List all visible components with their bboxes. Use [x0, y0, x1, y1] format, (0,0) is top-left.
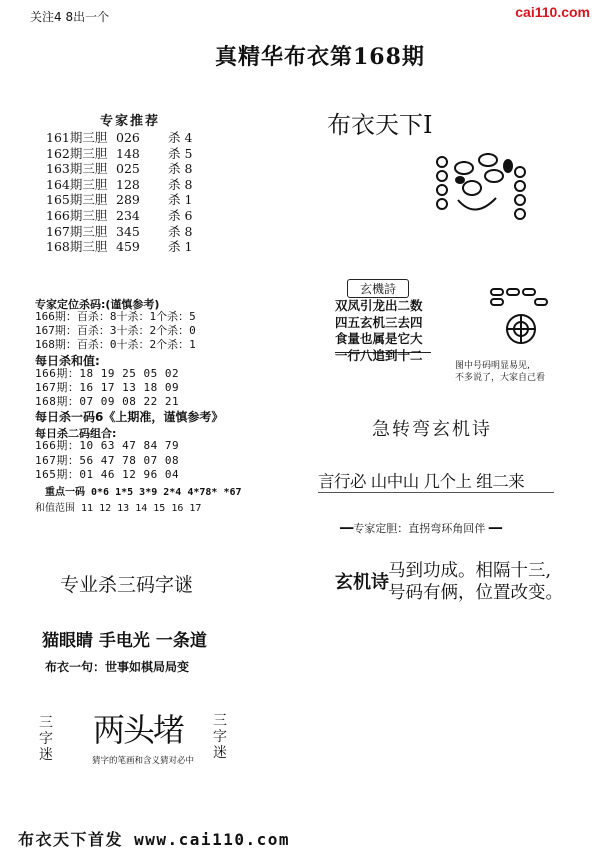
- poem-title: 玄機詩: [347, 279, 409, 298]
- poem-line: 四五玄机三去四: [335, 314, 423, 330]
- poem-lines: [335, 298, 423, 364]
- figure-note: [455, 360, 545, 384]
- recommend-row: [46, 146, 208, 162]
- recommend-kill: 杀 8: [168, 161, 193, 177]
- recommend-row: [46, 224, 208, 240]
- recommend-row: [46, 208, 208, 224]
- saying-line: 布衣一句：世事如棋局局变: [45, 660, 190, 674]
- daily-sum-row: 166期：18 19 25 05 02: [35, 367, 180, 380]
- kill3-riddle: 猫眼睛 手电光 一条道: [42, 631, 207, 651]
- xuanji-line: 马到功成。相隔十三,: [388, 561, 552, 581]
- recommend-nums: 148: [116, 145, 140, 161]
- riddle-label-right: 三字迷: [213, 713, 227, 761]
- daily-one-code: 每日杀一码6《上期准，谨慎参考》: [35, 410, 224, 424]
- riddle-big: 两头堵: [93, 711, 184, 749]
- recommend-kill: 杀 1: [168, 192, 193, 208]
- recommend-row: [46, 161, 208, 177]
- recommend-period: 164期三胆: [46, 176, 108, 192]
- recommend-kill: 杀 8: [168, 223, 193, 239]
- recommend-list: [46, 130, 208, 255]
- turn-poem-title: 急转弯玄机诗: [372, 419, 492, 440]
- recommend-kill: 杀 6: [168, 207, 193, 223]
- recommend-row: [46, 192, 208, 208]
- xuanji-lines: [388, 560, 563, 604]
- recommend-period: 162期三胆: [46, 145, 108, 161]
- recommend-kill: 杀 1: [168, 239, 193, 255]
- recommend-nums: 025: [116, 161, 140, 177]
- expert-pick: ━━专家定胆：直拐弯环角回伴 ━━: [340, 522, 502, 535]
- positional-title: 专家定位杀码:(谨慎参考): [35, 298, 160, 311]
- recommend-kill: 杀 8: [168, 176, 193, 192]
- recommend-period: 167期三胆: [46, 223, 108, 239]
- recommend-kill: 杀 4: [168, 130, 193, 145]
- positional-row: 168期：百杀：0十杀：2个杀：1: [35, 338, 196, 351]
- daily-two-row: 166期：10 63 47 84 79: [35, 439, 180, 452]
- recommend-row: [46, 177, 208, 193]
- daily-sum-title: 每日杀和值:: [35, 354, 100, 368]
- divider: [318, 492, 554, 493]
- poem-line: 食量也属是它大: [335, 331, 423, 346]
- recommend-nums: 128: [116, 176, 140, 192]
- recommend-title: 专家推荐: [100, 114, 161, 129]
- positional-list: [35, 310, 196, 352]
- daily-two-title: 每日杀二码组合:: [35, 427, 117, 440]
- recommend-period: 161期三胆: [46, 130, 108, 145]
- daily-sum-list: [35, 367, 179, 409]
- key-points: 重点一码 0*6 1*5 3*9 2*4 4*78* *67: [45, 487, 242, 498]
- positional-row: 167期：百杀：3十杀：2个杀：0: [35, 324, 196, 337]
- page-title: 真精华布衣第168期: [215, 44, 425, 70]
- recommend-nums: 459: [116, 239, 140, 255]
- turn-poem-line: 言行必 山中山 几个上 组二来: [318, 472, 525, 491]
- daily-sum-row: 167期：16 17 13 18 09: [35, 381, 180, 394]
- figure-note-line: 图中号码明显易见,: [455, 361, 530, 371]
- recommend-nums: 345: [116, 223, 140, 239]
- daily-two-row: 165期：01 46 12 96 04: [35, 468, 180, 481]
- kill3-title: 专业杀三码字谜: [60, 574, 194, 596]
- riddle-hint: 猜字的笔画和含义猜对必中: [92, 756, 195, 766]
- figure-note-line: 不多说了，大家自己看: [455, 373, 546, 383]
- poem-line: 双凤引龙出二数: [335, 298, 423, 313]
- recommend-row: [46, 130, 208, 146]
- sum-range: 和值范围 11 12 13 14 15 16 17: [35, 503, 202, 514]
- bycol-vertical-title: 布衣天下Ⅰ: [327, 111, 433, 139]
- recommend-period: 166期三胆: [46, 207, 108, 223]
- xuanji-vertical-title: 玄机诗: [335, 572, 389, 593]
- daily-sum-row: 168期：07 09 08 22 21: [35, 395, 180, 408]
- recommend-nums: 234: [116, 207, 140, 223]
- bead-figure-top: [430, 150, 540, 230]
- positional-row: 166期：百杀：8十杀：1个杀：5: [35, 310, 196, 323]
- poem-line: 一行八追到十二: [335, 347, 423, 363]
- footer-site: 布衣天下首发 www.cai110.com: [18, 830, 290, 849]
- recommend-period: 163期三胆: [46, 161, 108, 177]
- recommend-period: 165期三胆: [46, 192, 108, 208]
- top-left-note: 关注4 8出一个: [30, 10, 110, 24]
- daily-two-row: 167期：56 47 78 07 08: [35, 453, 180, 467]
- recommend-period: 168期三胆: [46, 239, 108, 255]
- xuanji-line: 号码有俩，位置改变。: [388, 583, 563, 603]
- riddle-label-left: 三字迷: [39, 715, 53, 763]
- recommend-row: [46, 239, 208, 255]
- recommend-nums: 026: [116, 130, 140, 145]
- daily-two-list: [35, 439, 179, 483]
- site-watermark: cai110.com: [515, 4, 590, 20]
- recommend-kill: 杀 5: [168, 145, 193, 161]
- bead-figure-circle: [485, 285, 555, 360]
- recommend-nums: 289: [116, 192, 140, 208]
